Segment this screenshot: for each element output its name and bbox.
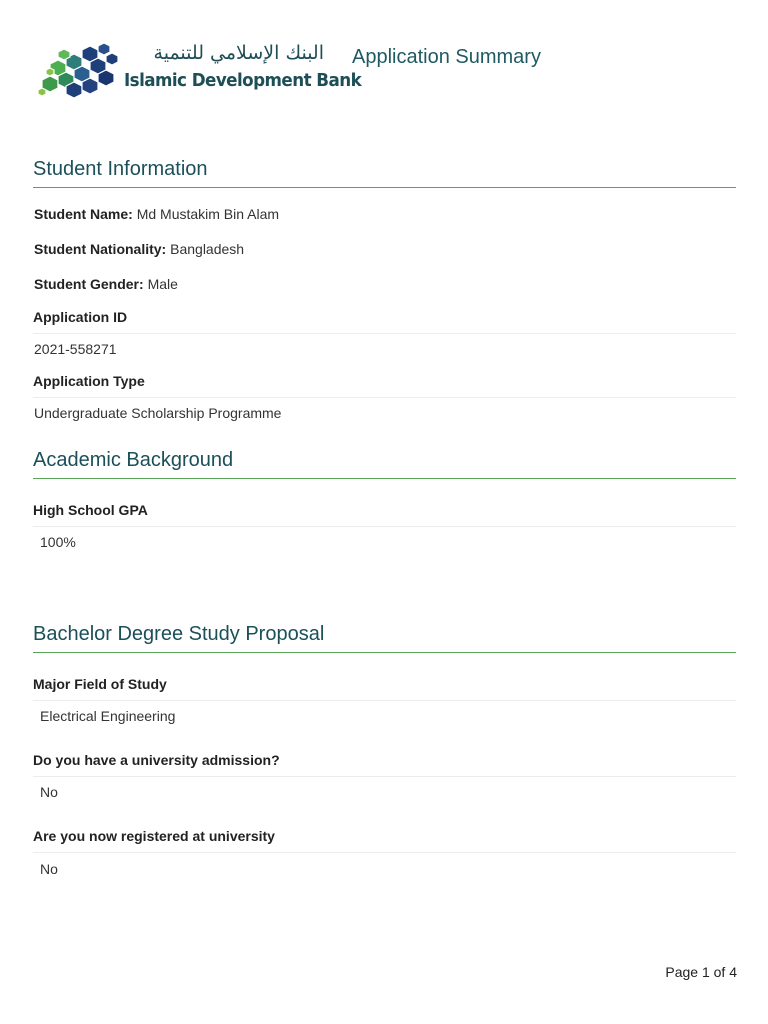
university-admission-label: Do you have a university admission?: [33, 752, 736, 777]
application-id-label: Application ID: [33, 309, 736, 334]
student-name-row: [34, 206, 279, 222]
university-registration-label: Are you now registered at university: [33, 828, 736, 853]
student-gender-label: Student Gender:: [34, 276, 144, 292]
page-number: Page 1 of 4: [665, 964, 737, 980]
student-gender-value: Male: [147, 276, 178, 292]
high-school-gpa-value: 100%: [40, 534, 76, 550]
application-id-value: 2021-558271: [34, 341, 117, 357]
major-field-label: Major Field of Study: [33, 676, 736, 701]
student-gender-row: [34, 276, 178, 292]
logo-english-text: Islamic Development Bank: [124, 70, 362, 91]
student-nationality-value: Bangladesh: [170, 241, 245, 257]
section-title-academic-background: Academic Background: [33, 449, 736, 479]
university-registration-value: No: [40, 861, 58, 877]
student-nationality-label: Student Nationality:: [34, 241, 167, 257]
document-header: [36, 36, 736, 100]
page-title: Application Summary: [352, 46, 541, 68]
application-type-label: Application Type: [33, 373, 736, 398]
logo-arabic-text: البنك الإسلامي للتنمية: [153, 42, 324, 64]
isdb-logo: [36, 36, 362, 100]
application-type-value: Undergraduate Scholarship Programme: [34, 405, 282, 421]
student-name-label: Student Name:: [34, 206, 133, 222]
student-nationality-row: [34, 241, 244, 257]
section-title-study-proposal: Bachelor Degree Study Proposal: [33, 623, 736, 653]
section-title-student-information: Student Information: [33, 158, 736, 188]
major-field-value: Electrical Engineering: [40, 708, 176, 724]
university-admission-value: No: [40, 784, 58, 800]
globe-logo-icon: [36, 40, 120, 98]
high-school-gpa-label: High School GPA: [33, 502, 736, 527]
student-name-value: Md Mustakim Bin Alam: [136, 206, 280, 222]
